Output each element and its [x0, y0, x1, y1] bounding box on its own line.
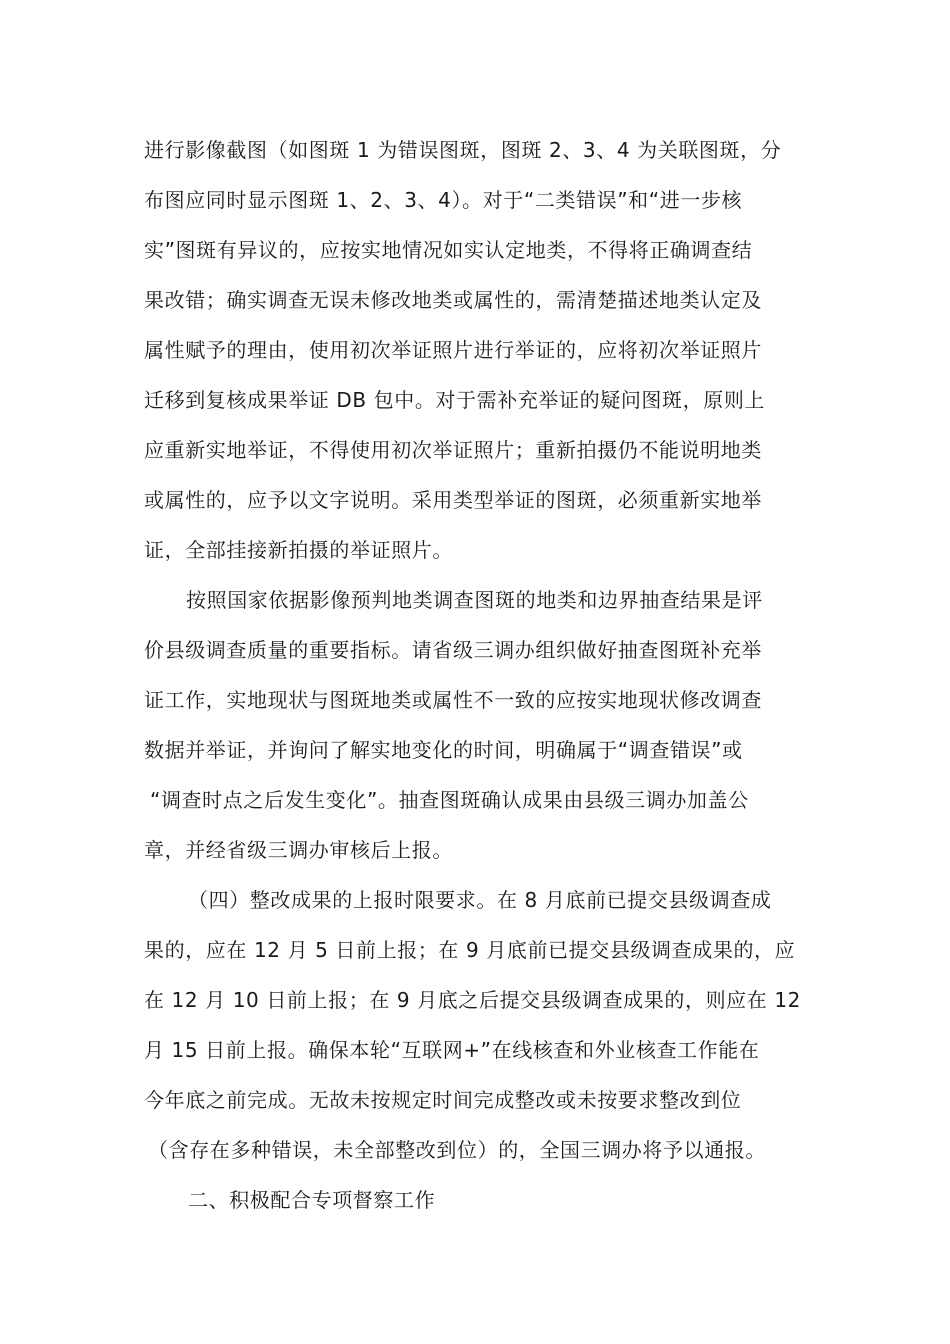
text-line-15: 章，并经省级三调办审核后上报。 — [144, 838, 453, 862]
text-line-3: 实”图斑有异议的，应按实地情况如实认定地类，不得将正确调查结 — [144, 238, 753, 262]
text-line-7: 应重新实地举证，不得使用初次举证照片；重新拍摄仍不能说明地类 — [144, 438, 762, 462]
text-line-16: （四）整改成果的上报时限要求。在 8 月底前已提交县级调查成 — [188, 888, 772, 912]
text-line-20: 今年底之前完成。无故未按规定时间完成整改或未按要求整改到位 — [144, 1088, 742, 1112]
text-line-10: 按照国家依据影像预判地类调查图斑的地类和边界抽查结果是评 — [186, 588, 763, 612]
text-line-9: 证，全部挂接新拍摄的举证照片。 — [144, 538, 453, 562]
text-line-2: 布图应同时显示图斑 1、2、3、4）。对于“二类错误”和“进一步核 — [144, 188, 743, 212]
text-line-17: 果的，应在 12 月 5 日前上报；在 9 月底前已提交县级调查成果的，应 — [144, 938, 796, 962]
text-line-11: 价县级调查质量的重要指标。请省级三调办组织做好抽查图斑补充举 — [144, 638, 762, 662]
text-line-8: 或属性的，应予以文字说明。采用类型举证的图斑，必须重新实地举 — [144, 488, 762, 512]
text-line-21: （含存在多种错误，未全部整改到位）的，全国三调办将予以通报。 — [148, 1138, 766, 1162]
text-line-18: 在 12 月 10 日前上报；在 9 月底之后提交县级调查成果的，则应在 12 — [144, 988, 801, 1012]
text-line-4: 果改错；确实调查无误未修改地类或属性的，需清楚描述地类认定及 — [144, 288, 762, 312]
text-line-1: 进行影像截图（如图斑 1 为错误图斑，图斑 2、3、4 为关联图斑，分 — [144, 138, 782, 162]
text-line-13: 数据并举证，并询问了解实地变化的时间，明确属于“调查错误”或 — [144, 738, 743, 762]
text-line-14: “调查时点之后发生变化”。抽查图斑确认成果由县级三调办加盖公 — [150, 788, 749, 812]
text-line-5: 属性赋予的理由，使用初次举证照片进行举证的，应将初次举证照片 — [144, 338, 762, 362]
text-line-12: 证工作，实地现状与图斑地类或属性不一致的应按实地现状修改调查 — [144, 688, 762, 712]
section-heading: 二、积极配合专项督察工作 — [188, 1188, 436, 1212]
text-line-6: 迁移到复核成果举证 DB 包中。对于需补充举证的疑问图斑，原则上 — [144, 388, 766, 412]
text-line-19: 月 15 日前上报。确保本轮“互联网+”在线核查和外业核查工作能在 — [144, 1038, 760, 1062]
